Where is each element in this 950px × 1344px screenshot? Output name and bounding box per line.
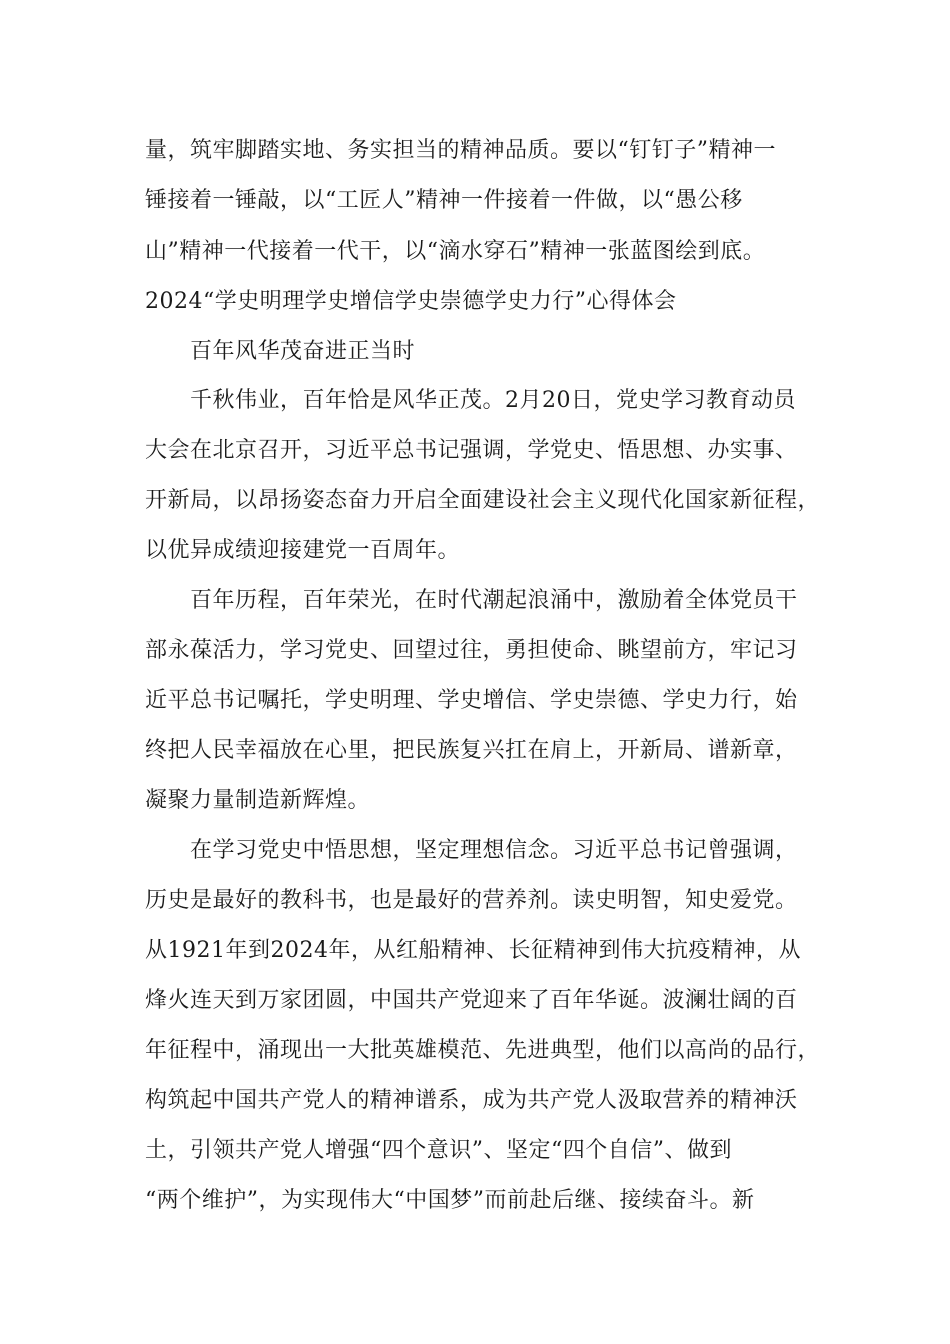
text-line: 终把人民幸福放在心里，把民族复兴扛在肩上，开新局、谱新章， <box>145 738 798 763</box>
text-line: 构筑起中国共产党人的精神谱系，成为共产党人汲取营养的精神沃 <box>145 1088 798 1113</box>
article-title: 2024“学史明理学史增信学史崇德学史力行”心得体会 <box>145 289 677 314</box>
text-line: 近平总书记嘱托，学史明理、学史增信、学史崇德、学史力行，始 <box>145 688 798 713</box>
text-line: 百年历程，百年荣光，在时代潮起浪涌中，激励着全体党员干 <box>190 588 798 613</box>
text-line: 烽火连天到万家团圆，中国共产党迎来了百年华诞。波澜壮阔的百 <box>145 988 798 1013</box>
text-line: 开新局，以昂扬姿态奋力开启全面建设社会主义现代化国家新征程， <box>145 488 821 513</box>
text-line: 山”精神一代接着一代干，以“滴水穿石”精神一张蓝图绘到底。 <box>145 239 766 264</box>
text-line: “两个维护”，为实现伟大“中国梦”而前赴后继、接续奋斗。新 <box>145 1188 755 1213</box>
text-line: 千秋伟业，百年恰是风华正茂。2月20日，党史学习教育动员 <box>190 388 796 413</box>
text-line: 在学习党史中悟思想，坚定理想信念。习近平总书记曾强调， <box>190 838 798 863</box>
text-line: 凝聚力量制造新辉煌。 <box>145 788 371 813</box>
text-line: 年征程中，涌现出一大批英雄模范、先进典型，他们以高尚的品行， <box>145 1038 821 1063</box>
text-line: 量，筑牢脚踏实地、务实担当的精神品质。要以“钉钉子”精神一 <box>145 138 776 163</box>
text-line: 大会在北京召开，习近平总书记强调，学党史、悟思想、办实事、 <box>145 438 798 463</box>
text-line: 历史是最好的教科书，也是最好的营养剂。读史明智，知史爱党。 <box>145 888 798 913</box>
text-line: 以优异成绩迎接建党一百周年。 <box>145 538 461 563</box>
text-line: 土，引领共产党人增强“四个意识”、坚定“四个自信”、做到 <box>145 1138 732 1163</box>
text-line: 从1921年到2024年，从红船精神、长征精神到伟大抗疫精神，从 <box>145 938 801 963</box>
text-line: 部永葆活力，学习党史、回望过往，勇担使命、眺望前方，牢记习 <box>145 638 798 663</box>
text-line: 锤接着一锤敲，以“工匠人”精神一件接着一件做，以“愚公移 <box>145 188 743 213</box>
article-subtitle: 百年风华茂奋进正当时 <box>190 339 416 364</box>
